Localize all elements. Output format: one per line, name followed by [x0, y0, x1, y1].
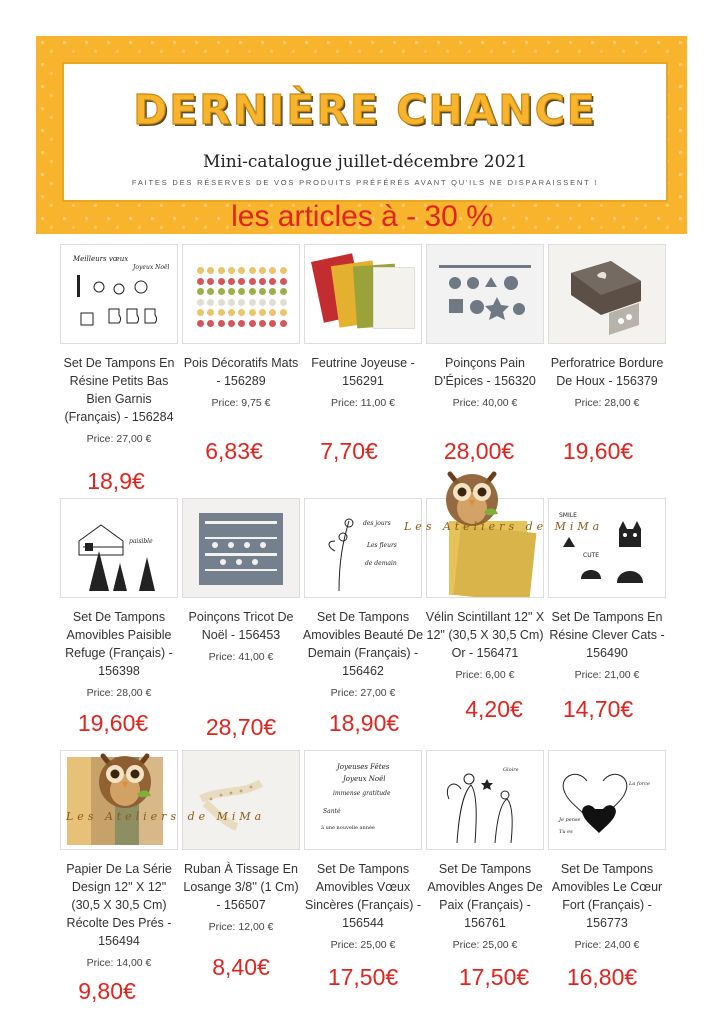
svg-text:paisible: paisible: [129, 538, 153, 545]
border-punch-icon: [557, 253, 657, 337]
product-price: Price: 40,00 €: [452, 397, 518, 409]
product-name[interactable]: Set De Tampons Amovibles Le Cœur Fort (Français) - 156773: [551, 862, 663, 930]
svg-text:Santé: Santé: [323, 808, 341, 815]
product-card[interactable]: [302, 750, 424, 951]
product-name[interactable]: Ruban À Tissage En Losange 3/8'' (1 Cm) - 156507: [183, 862, 299, 912]
product-image-ribbon[interactable]: [182, 750, 300, 850]
product-name[interactable]: Feutrine Joyeuse - 156291: [311, 356, 415, 388]
svg-text:La force: La force: [629, 781, 650, 787]
product-image-stamps[interactable]: [548, 498, 666, 598]
svg-text:de demain: de demain: [365, 560, 397, 567]
svg-text:Je pense: Je pense: [559, 817, 581, 823]
product-image-dots[interactable]: [182, 244, 300, 344]
svg-text:des jours: des jours: [363, 520, 391, 527]
product-image-dies[interactable]: [182, 498, 300, 598]
svg-text:Meilleurs vœux: Meilleurs vœux: [73, 255, 129, 263]
ribbon-icon: [191, 759, 291, 843]
svg-text:Joyeux Noël: Joyeux Noël: [343, 775, 386, 783]
product-price: Price: 25,00 €: [452, 939, 518, 951]
sale-price: 6,83€: [205, 438, 263, 464]
product-card[interactable]: [180, 750, 302, 933]
product-price: Price: 27,00 €: [330, 687, 396, 699]
product-price: Price: 6,00 €: [455, 669, 515, 681]
banner-card: [62, 62, 668, 202]
sale-price: 28,00€: [443, 438, 515, 464]
svg-text:Joyeuses Fêtes: Joyeuses Fêtes: [337, 763, 390, 771]
product-price: Price: 12,00 €: [208, 921, 274, 933]
knit-dies-icon: [191, 507, 291, 591]
owl-watermark-icon: [432, 462, 512, 528]
sale-price: 19,60€: [77, 710, 149, 736]
product-image-stamps[interactable]: [60, 498, 178, 598]
product-card[interactable]: [180, 498, 302, 663]
sale-price: 18,9€: [87, 468, 145, 494]
watermark-text: Les Ateliers de MiMa: [404, 520, 604, 533]
product-image-stamps[interactable]: [304, 498, 422, 598]
sale-price: 9,80€: [78, 978, 136, 1004]
product-name[interactable]: Set De Tampons Amovibles Vœux Sincères (Français) - 156544: [305, 862, 421, 930]
product-price: Price: 41,00 €: [208, 651, 274, 663]
svg-text:Tu es: Tu es: [559, 829, 573, 835]
sale-price: 28,70€: [205, 714, 277, 740]
product-name[interactable]: Perforatrice Bordure De Houx - 156379: [550, 356, 664, 388]
product-price: Price: 28,00 €: [86, 687, 152, 699]
product-price: Price: 11,00 €: [330, 397, 395, 409]
product-price: Price: 21,00 €: [574, 669, 640, 681]
product-price: Price: 14,00 €: [86, 957, 152, 969]
product-image-stamps[interactable]: [60, 244, 178, 344]
product-name[interactable]: Set De Tampons Amovibles Paisible Refuge (Français) - 156398: [65, 610, 173, 678]
page-subtitle: Mini-catalogue juillet-décembre 2021: [202, 152, 528, 172]
page-tagline: FAITES DES RÉSERVES DE VOS PRODUITS PRÉFÉRÉS AVANT QU'ILS NE DISPARAISSENT !: [131, 178, 599, 187]
product-name[interactable]: Poinçons Tricot De Noël - 156453: [188, 610, 294, 642]
product-image-stamps[interactable]: [548, 750, 666, 850]
sale-price: 7,70€: [320, 438, 378, 464]
svg-text:SMILE: SMILE: [559, 512, 577, 519]
watermark-text: Les Ateliers de MiMa: [66, 810, 266, 823]
product-price: Price: 28,00 €: [574, 397, 640, 409]
svg-text:CUTE: CUTE: [583, 552, 600, 559]
svg-text:Gloire: Gloire: [503, 767, 519, 773]
product-name[interactable]: Vélin Scintillant 12" X 12" (30,5 X 30,5 Cm) Or - 156471: [425, 610, 545, 660]
product-image-felt[interactable]: [304, 244, 422, 344]
product-card[interactable]: [58, 244, 180, 445]
product-name[interactable]: Set De Tampons Amovibles Anges De Paix (Français) - 156761: [427, 862, 543, 930]
product-card[interactable]: [424, 750, 546, 951]
product-card[interactable]: [546, 244, 668, 409]
vellum-sheet-icon: [454, 525, 537, 598]
product-name[interactable]: Set De Tampons En Résine Clever Cats - 156490: [549, 610, 665, 660]
sale-price: 8,40€: [212, 954, 270, 980]
promo-heading: les articles à - 30 %: [231, 200, 493, 233]
product-image-stamps[interactable]: [426, 750, 544, 850]
product-card[interactable]: [546, 750, 668, 951]
product-price: Price: 25,00 €: [330, 939, 396, 951]
sale-price: 14,70€: [562, 696, 634, 722]
angel-stamps-icon: [435, 759, 535, 843]
product-price: Price: 27,00 €: [86, 433, 152, 445]
sale-price: 18,90€: [328, 710, 400, 736]
gingerbread-dies-icon: [435, 253, 535, 337]
svg-text:immense gratitude: immense gratitude: [333, 790, 391, 797]
cabin-stamps-icon: [69, 507, 169, 591]
decorative-dots-icon: [197, 267, 287, 327]
product-name[interactable]: Poinçons Pain D'Épices - 156320: [434, 356, 536, 388]
product-card[interactable]: [302, 244, 424, 409]
product-price: Price: 24,00 €: [574, 939, 640, 951]
product-price: Price: 9,75 €: [211, 397, 271, 409]
botanical-stamps-icon: [313, 507, 413, 591]
product-name[interactable]: Pois Décoratifs Mats - 156289: [183, 356, 299, 388]
product-card[interactable]: [424, 244, 546, 409]
svg-text:Joyeux Noël: Joyeux Noël: [133, 264, 169, 271]
page-title: DERNIÈRE CHANCE: [133, 86, 597, 134]
script-stamps-icon: [313, 759, 413, 843]
felt-sheet-icon: [373, 267, 415, 329]
sale-price: 4,20€: [465, 696, 523, 722]
sale-price: 16,80€: [566, 964, 638, 990]
heart-stamps-icon: [557, 759, 657, 843]
product-card[interactable]: [180, 244, 302, 409]
product-name[interactable]: Papier De La Série Design 12" X 12" (30,5 X 30,5 Cm) Récolte Des Prés - 156494: [66, 862, 172, 948]
sale-price: 19,60€: [562, 438, 634, 464]
svg-text:Les fleurs: Les fleurs: [367, 542, 397, 549]
product-image-stamps[interactable]: [304, 750, 422, 850]
product-card[interactable]: [58, 498, 180, 699]
sale-price: 17,50€: [327, 964, 399, 990]
owl-watermark-icon: [85, 744, 165, 810]
svg-text:à une nouvelle année: à une nouvelle année: [321, 825, 375, 831]
stamp-set-icon: [69, 253, 169, 337]
product-name[interactable]: Set De Tampons Amovibles Beauté De Demain (Français) - 156462: [302, 610, 424, 678]
sale-price: 17,50€: [458, 964, 530, 990]
product-image-punch[interactable]: [548, 244, 666, 344]
product-name[interactable]: Set De Tampons En Résine Petits Bas Bien Garnis (Français) - 156284: [63, 356, 175, 424]
product-image-dies[interactable]: [426, 244, 544, 344]
